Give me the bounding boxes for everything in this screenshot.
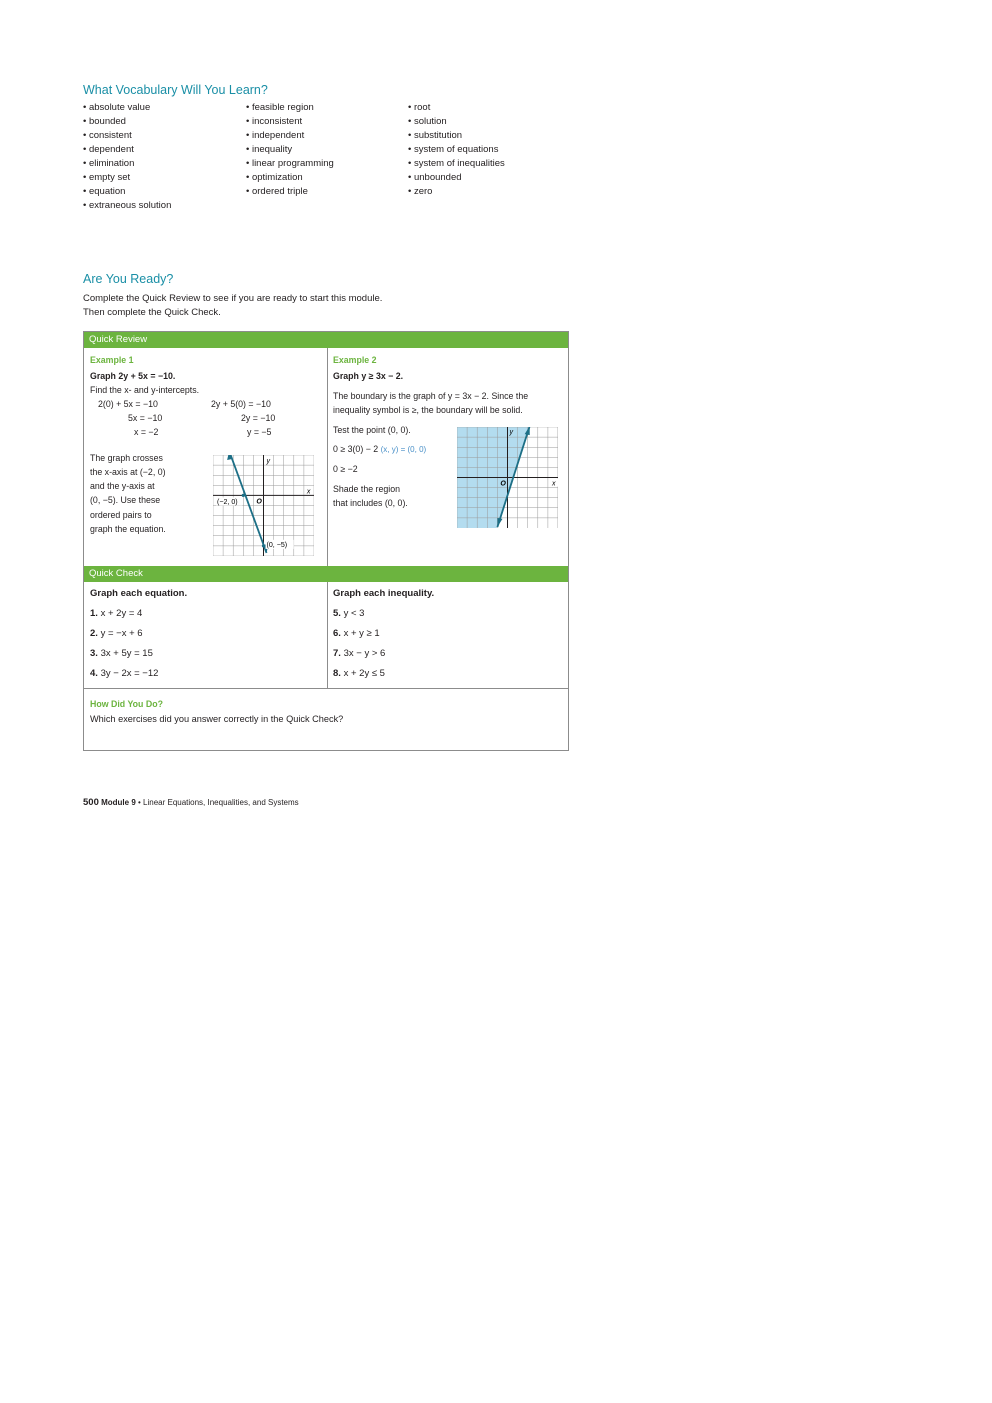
- ready-line-1: Complete the Quick Review to see if you are ready to start this module.: [83, 293, 383, 304]
- example-1-desc: graph the equation.: [90, 524, 166, 534]
- example-2-text: The boundary is the graph of y = 3x − 2. Since the: [333, 391, 529, 401]
- intercept-point: [242, 494, 245, 497]
- exercise-number: 4.: [90, 668, 98, 679]
- vocab-term: • linear programming: [246, 158, 334, 169]
- example-2-step: 0 ≥ −2: [333, 464, 358, 474]
- vocab-term: • inconsistent: [246, 116, 303, 127]
- footer-separator: •: [135, 798, 144, 807]
- quick-review-header: Quick Review: [84, 332, 568, 348]
- check-right-title: Graph each inequality.: [333, 588, 435, 599]
- example-2-prompt: Graph y ≥ 3x − 2.: [333, 371, 404, 381]
- exercise-number: 5.: [333, 608, 341, 619]
- exercise-4: [90, 668, 158, 679]
- example-1-step: 2(0) + 5x = −10: [98, 399, 158, 409]
- vocab-term: • unbounded: [408, 172, 462, 183]
- exercise-text: 3y − 2x = −12: [100, 668, 159, 679]
- example-2-text: inequality symbol is ≥, the boundary will be solid.: [333, 405, 523, 415]
- check-divider: [327, 582, 328, 688]
- example-2-test: Test the point (0, 0).: [333, 425, 411, 435]
- exercise-7: [333, 648, 385, 659]
- page-footer: [83, 797, 299, 808]
- exercise-text: 3x + 5y = 15: [100, 648, 153, 659]
- example-2-step: [333, 442, 426, 457]
- example-2-title: Example 2: [333, 355, 377, 365]
- example-1-desc: ordered pairs to: [90, 510, 152, 520]
- exercise-5: [333, 608, 364, 619]
- module-title: Linear Equations, Inequalities, and Systems: [143, 798, 299, 807]
- vocab-term: • zero: [408, 186, 433, 197]
- vocab-term: • elimination: [83, 158, 135, 169]
- vocab-heading: What Vocabulary Will You Learn?: [83, 83, 268, 97]
- exercise-3: [90, 648, 153, 659]
- vocab-term: • solution: [408, 116, 447, 127]
- exercise-1: [90, 608, 142, 619]
- vocab-term: • optimization: [246, 172, 303, 183]
- exercise-text: y < 3: [343, 608, 365, 619]
- example-1-desc: and the y-axis at: [90, 481, 155, 491]
- example-2-graph: [457, 427, 558, 528]
- example-1-step: x = −2: [134, 427, 159, 437]
- exercise-number: 2.: [90, 628, 98, 639]
- how-did-you-do-title: How Did You Do?: [90, 699, 163, 709]
- exercise-text: x + 2y ≤ 5: [343, 668, 385, 679]
- check-left-title: Graph each equation.: [90, 588, 188, 599]
- vocab-term: • root: [408, 102, 431, 113]
- point-label: (−2, 0): [217, 498, 238, 506]
- example-1-desc: the x-axis at (−2, 0): [90, 467, 166, 477]
- exercise-number: 1.: [90, 608, 98, 619]
- example-1-desc: (0, −5). Use these: [90, 495, 161, 505]
- vocab-term: • equation: [83, 186, 126, 197]
- intercept-point: [262, 544, 265, 547]
- vocab-term: • independent: [246, 130, 305, 141]
- vocab-term: • consistent: [83, 130, 132, 141]
- exercise-text: x + 2y = 4: [100, 608, 143, 619]
- vocab-term: • empty set: [83, 172, 131, 183]
- example-2-step-note: (x, y) = (0, 0): [380, 445, 427, 454]
- vocab-term: • system of inequalities: [408, 158, 505, 169]
- example-1-step: 2y + 5(0) = −10: [211, 399, 271, 409]
- y-axis-label: y: [266, 458, 271, 466]
- vocab-column-1: [83, 101, 171, 213]
- exercise-text: y = −x + 6: [100, 628, 143, 639]
- vocab-term: • dependent: [83, 144, 134, 155]
- ready-heading: Are You Ready?: [83, 272, 174, 286]
- vocab-term: • system of equations: [408, 144, 499, 155]
- exercise-2: [90, 628, 143, 639]
- how-did-you-do-text: Which exercises did you answer correctly in the Quick Check?: [90, 714, 344, 724]
- example-2-shade: that includes (0, 0).: [333, 498, 408, 508]
- example-1-prompt: Graph 2y + 5x = −10.: [90, 371, 176, 381]
- quick-check-header: Quick Check: [84, 566, 568, 582]
- exercise-text: 3x − y > 6: [343, 648, 386, 659]
- vocab-column-3: [408, 101, 505, 199]
- example-1-step: 5x = −10: [128, 413, 163, 423]
- review-box: [83, 331, 569, 751]
- example-1-graph: [213, 455, 314, 556]
- example-1-sub: Find the x- and y-intercepts.: [90, 385, 200, 395]
- origin-label: O: [500, 480, 506, 488]
- arrow-head: [497, 518, 502, 527]
- example-1-step: y = −5: [247, 427, 272, 437]
- x-axis-label: x: [551, 480, 556, 488]
- point-label: (0, −5): [266, 541, 288, 549]
- origin-label: O: [256, 498, 262, 506]
- exercise-number: 3.: [90, 648, 98, 659]
- example-1-step: 2y = −10: [241, 413, 276, 423]
- vocab-term: • bounded: [83, 116, 126, 127]
- example-1-desc: The graph crosses: [90, 453, 163, 463]
- vocab-term: • substitution: [408, 130, 463, 141]
- vocab-term: • absolute value: [83, 102, 151, 113]
- module-label: Module 9: [101, 798, 136, 807]
- how-divider: [84, 688, 568, 689]
- exercise-8: [333, 668, 385, 679]
- ready-intro: [83, 292, 483, 320]
- exercise-number: 7.: [333, 648, 341, 659]
- page-number: 500: [83, 797, 99, 808]
- example-1-title: Example 1: [90, 355, 134, 365]
- vocab-term: • inequality: [246, 144, 293, 155]
- vocab-term: • ordered triple: [246, 186, 308, 197]
- exercise-number: 8.: [333, 668, 341, 679]
- y-axis-label: y: [509, 429, 514, 437]
- exercise-text: x + y ≥ 1: [343, 628, 380, 639]
- example-2-shade: Shade the region: [333, 484, 401, 494]
- example-2-step-expr: 0 ≥ 3(0) − 2: [333, 444, 379, 454]
- exercise-6: [333, 628, 380, 639]
- vocab-term: • extraneous solution: [83, 200, 172, 211]
- review-divider: [327, 348, 328, 566]
- x-axis-label: x: [306, 488, 311, 496]
- vocab-term: • feasible region: [246, 102, 314, 113]
- vocab-column-2: [246, 101, 334, 199]
- exercise-number: 6.: [333, 628, 341, 639]
- ready-line-2: Then complete the Quick Check.: [83, 307, 221, 318]
